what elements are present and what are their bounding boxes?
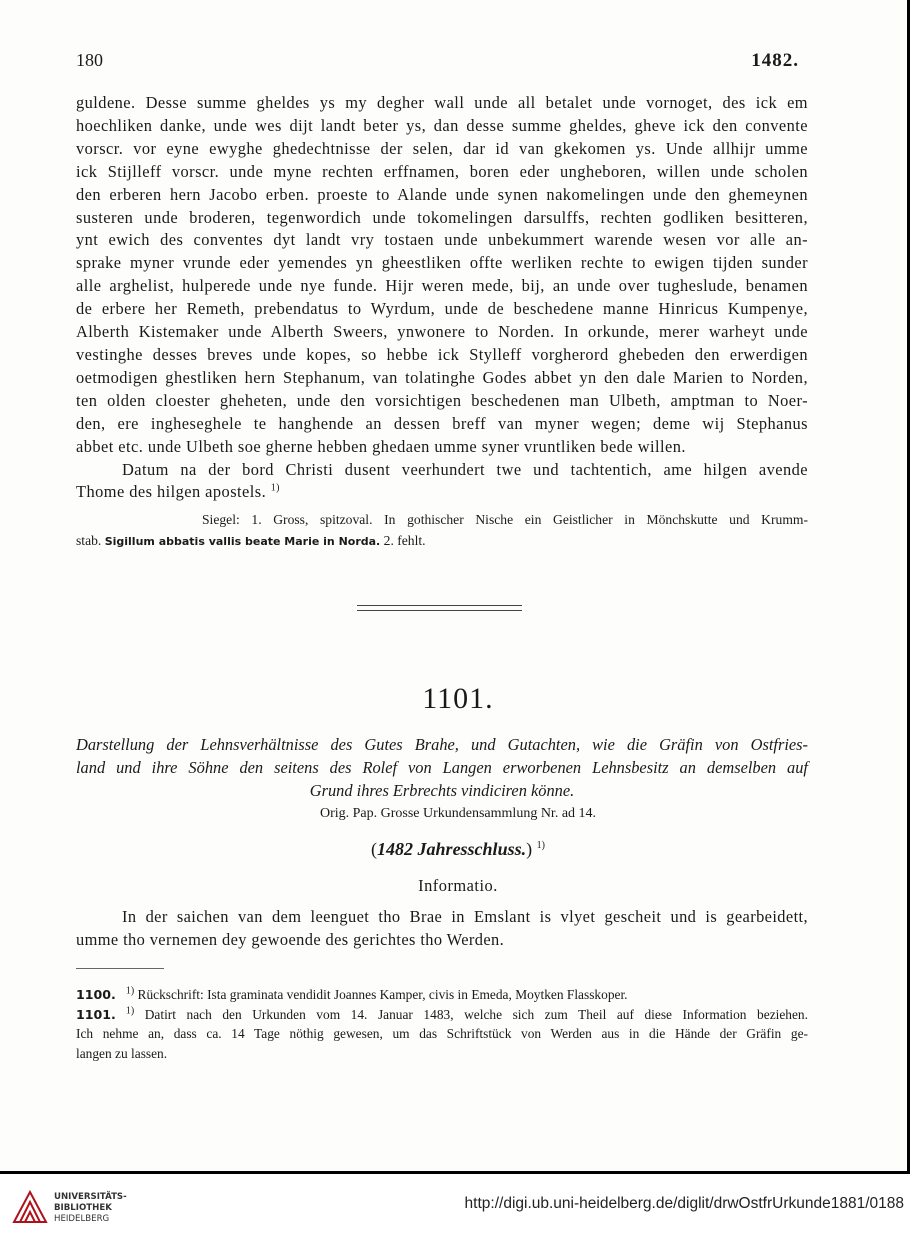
library-logo[interactable] bbox=[10, 1188, 127, 1232]
citation-url[interactable]: http://digi.ub.uni-heidelberg.de/diglit/drwOstfrUrkunde1881/0188 bbox=[464, 1195, 904, 1212]
body-line: sprake myner vrunde eder yemendes yn gheestliken offte werliken rechte to ewigen tijden sunder bbox=[76, 253, 808, 273]
date-text: 1482 Jahresschluss. bbox=[377, 839, 527, 859]
body-line: oetmodigen ghestliken hern Stephanum, van tolatinghe Godes abbet yn den dale Marien to Norden, bbox=[76, 367, 808, 387]
body-line: den erberen hern Jacobo erben. proeste to Alande unde synen nakomelingen unde den ghemeynen bbox=[76, 184, 808, 204]
body-line: susteren unde broderen, tegenwordich unde tokomelingen darsulffs, rechten godliken besitteren, bbox=[76, 207, 808, 227]
body-line: vorscr. vor eyne ewyghe ghedechtnisse der selen, dar id van gkekomen ys. Unde allhijr umme bbox=[76, 138, 808, 158]
body-line: hoechliken danke, unde wes dijt landt beter ys, dan desse summe gheldes, gheve ick den convente bbox=[76, 115, 808, 135]
library-emblem-icon bbox=[10, 1188, 50, 1228]
text-line: In der saichen van dem leenguet tho Brae in Emslant is vlyet gescheit und is gearbeidett, bbox=[122, 907, 808, 926]
provenance-note: Orig. Pap. Grosse Urkundensammlung Nr. ad 14. bbox=[319, 806, 597, 821]
footnote-marker: 1) bbox=[125, 985, 135, 997]
datum-text: Thome des hilgen apostels. bbox=[76, 482, 267, 502]
title-line: Grund ihres Erbrechts vindiciren könne. bbox=[309, 780, 575, 800]
informatio-text bbox=[76, 905, 808, 951]
document-title bbox=[76, 734, 808, 803]
library-name bbox=[54, 1192, 127, 1225]
date-open: ( bbox=[371, 839, 378, 859]
section-heading: Informatio. bbox=[418, 876, 498, 895]
running-year-header: 1482. bbox=[751, 50, 799, 71]
footnote-continuation: Ich nehme an, dass ca. 14 Tage nöthig gewesen, um das Schriftstück von Werden aus in die Hände der Gräfin ge- bbox=[76, 1026, 808, 1041]
footnote-rule bbox=[76, 968, 164, 969]
footnote-marker: 1) bbox=[125, 1005, 135, 1017]
body-line: guldene. Desse summe gheldes ys my degher wall unde all betalet unde vornoget, des ick em bbox=[76, 93, 808, 112]
seal-text: stab. bbox=[76, 532, 102, 548]
seal-line bbox=[76, 531, 808, 553]
body-line: de erbere her Remeth, prebendatus to Wyrdum, unde de beschedene manne Hinricus Kumpenye, bbox=[76, 299, 808, 319]
footnote-text: Datirt nach den Urkunden vom 14. Januar 1483, welche sich zum Theil auf diese Information beziehen. bbox=[144, 1006, 808, 1022]
body-line: Alberth Kistemaker unde Alberth Sweers, ynwonere to Norden. In orkunde, merer warheyt unde bbox=[76, 322, 808, 342]
footnote-marker: 1) bbox=[536, 840, 545, 851]
section-separator bbox=[357, 605, 522, 611]
footnotes bbox=[76, 985, 808, 1063]
seal-text-end: 2. fehlt. bbox=[383, 532, 426, 548]
footnote bbox=[76, 985, 808, 1005]
footnote-doc-number: 1101. bbox=[76, 1006, 116, 1022]
library-name-line: BIBLIOTHEK bbox=[54, 1203, 112, 1213]
footnote bbox=[76, 1005, 808, 1025]
body-line: ynt ewich des conventes dyt landt vry tostaen unde unbekummert warende wesen vor alle an- bbox=[76, 230, 808, 250]
library-name-line: UNIVERSITÄTS- bbox=[54, 1192, 127, 1202]
body-line: den, ere ingheseghele te hanghende an dessen breff van myner wegen; deme wij Stephanus bbox=[76, 413, 808, 433]
title-line: Darstellung der Lehnsverhältnisse des Gutes Brahe, und Gutachten, wie die Gräfin von Ostfries- bbox=[76, 735, 808, 754]
datum-line: Datum na der bord Christi dusent veerhundert twe und tachtentich, ame hilgen avende bbox=[122, 459, 808, 479]
text-line: umme tho vernemen dey gewoende des gerichtes tho Werden. bbox=[76, 930, 505, 949]
footnote-marker: 1) bbox=[270, 482, 280, 494]
seal-line: Siegel: 1. Gross, spitzoval. In gothischer Nische ein Geistlicher in Mönchskutte und Krumm- bbox=[202, 512, 808, 527]
date-close: ) bbox=[526, 839, 533, 859]
footnote-text: Rückschrift: Ista graminata vendidit Joannes Kamper, civis in Emeda, Moytken Flasskoper. bbox=[137, 987, 628, 1002]
body-line: alle arghelist, hulperede unde nye funde. Hijr weren mede, bij, an unde over tugheslude, benamen bbox=[76, 276, 808, 296]
footnote-doc-number: 1100. bbox=[76, 987, 116, 1002]
body-line: vestinghe desses breves unde kopes, so hebbe ick Stylleff vorgherord ghebeden den erwerdigen bbox=[76, 344, 808, 364]
library-name-line: HEIDELBERG bbox=[54, 1214, 110, 1224]
document-number: 1101. bbox=[422, 682, 494, 715]
body-line: ten olden cloester gheheten, unde den vorsichtigen beschedenen man Ulbeth, amptman to Noer- bbox=[76, 390, 808, 410]
datum-line-end bbox=[76, 481, 808, 504]
body-line: abbet etc. unde Ulbeth soe gherne hebben ghedaen umme syner vruntliken bede willen. bbox=[76, 436, 686, 456]
footnote-continuation: langen zu lassen. bbox=[76, 1045, 168, 1061]
document-date bbox=[0, 839, 916, 860]
body-line: ick Stijlleff vorscr. unde myne rechten erffnamen, boren eder ungheboren, willen unde scholen bbox=[76, 161, 808, 181]
charter-body-text bbox=[76, 92, 808, 504]
title-line: land und ihre Söhne den seitens des Rolef von Langen erworbenen Lehnsbesitz an demselben auf bbox=[76, 757, 808, 777]
seal-description bbox=[76, 510, 808, 552]
page-number: 180 bbox=[76, 50, 103, 70]
seal-inscription: Sigillum abbatis vallis beate Marie in Norda. bbox=[104, 534, 381, 548]
